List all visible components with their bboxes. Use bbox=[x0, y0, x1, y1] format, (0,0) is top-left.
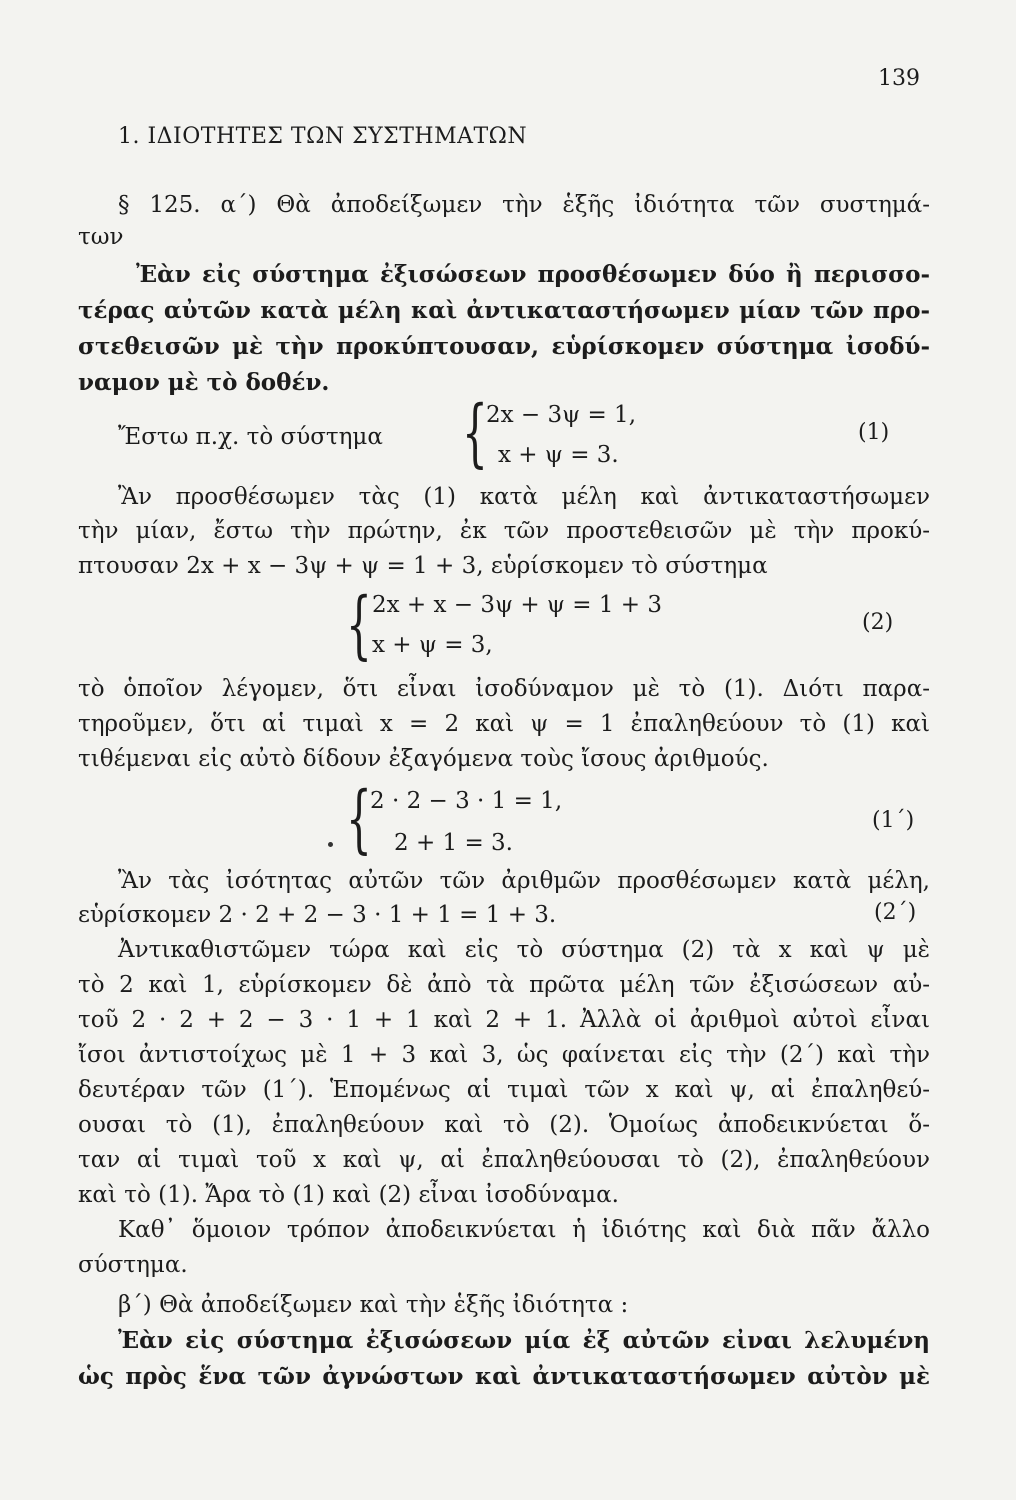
text-line: Ἂν τὰς ἰσότητας αὐτῶν τῶν ἀριθμῶν προσθέσωμεν κατὰ μέλη, bbox=[118, 868, 930, 894]
equation-number: (2) bbox=[862, 610, 894, 635]
text-line: Ἀντικαθιστῶμεν τώρα καὶ εἰς τὸ σύστημα (2) τὰ x καὶ ψ μὲ bbox=[118, 937, 930, 963]
text-line: τὸ ὁποῖον λέγομεν, ὅτι εἶναι ἰσοδύναμον μὲ τὸ (1). Διότι παρα- bbox=[78, 676, 930, 702]
ink-dot bbox=[328, 842, 333, 847]
text-line: Καθ᾽ ὅμοιον τρόπον ἀποδεικνύεται ἡ ἰδιότης καὶ διὰ πᾶν ἄλλο bbox=[118, 1217, 930, 1243]
text-line: τὸ 2 καὶ 1, εὑρίσκομεν δὲ ἀπὸ τὰ πρῶτα μέλη τῶν ἐξισώσεων αὐ- bbox=[78, 972, 930, 998]
text-line: τοῦ 2 · 2 + 2 − 3 · 1 + 1 καὶ 2 + 1. Ἀλλὰ οἱ ἀριθμοὶ αὐτοὶ εἶναι bbox=[78, 1007, 930, 1033]
equation: x + ψ = 3. bbox=[498, 442, 619, 468]
text-line: των bbox=[78, 224, 124, 250]
equation-number: (2΄) bbox=[874, 900, 917, 925]
theorem-line: τέρας αὐτῶν κατὰ μέλη καὶ ἀντικαταστήσωμεν μίαν τῶν προ- bbox=[78, 297, 930, 324]
theorem-line: Ἐὰν εἰς σύστημα ἐξισώσεων προσθέσωμεν δύο ἢ περισσο- bbox=[136, 261, 930, 288]
text-line: ουσαι τὸ (1), ἐπαληθεύουν καὶ τὸ (2). Ὁμοίως ἀποδεικνύεται ὅ- bbox=[78, 1112, 930, 1138]
text-line: εὑρίσκομεν 2 · 2 + 2 − 3 · 1 + 1 = 1 + 3. bbox=[78, 902, 557, 928]
text-line: § 125. α΄) Θὰ ἀποδείξωμεν τὴν ἑξῆς ἰδιότητα τῶν συστημά- bbox=[118, 192, 930, 218]
text-line: Ἔστω π.χ. τὸ σύστημα bbox=[118, 424, 383, 450]
text-line: τηροῦμεν, ὅτι αἱ τιμαὶ x = 2 καὶ ψ = 1 ἐπαληθεύουν τὸ (1) καὶ bbox=[78, 711, 930, 737]
section-heading: 1. ΙΔΙΟΤΗΤΕΣ ΤΩΝ ΣΥΣΤΗΜΑΤΩΝ bbox=[118, 124, 528, 149]
left-brace: { bbox=[346, 776, 372, 862]
equation: 2 · 2 − 3 · 1 = 1, bbox=[370, 788, 563, 814]
theorem-line: Ἐὰν εἰς σύστημα ἐξισώσεων μία ἐξ αὐτῶν εἰναι λελυμένη bbox=[118, 1327, 930, 1354]
theorem-line: στεθεισῶν μὲ τὴν προκύπτουσαν, εὑρίσκομεν σύστημα ἰσοδύ- bbox=[78, 333, 930, 360]
text-line: τιθέμεναι εἰς αὐτὸ δίδουν ἐξαγόμενα τοὺς ἴσους ἀριθμούς. bbox=[78, 746, 769, 772]
text-line: δευτέραν τῶν (1΄). Ἑπομένως αἱ τιμαὶ τῶν x καὶ ψ, αἱ ἐπαληθεύ- bbox=[78, 1077, 930, 1103]
text-line: Ἂν προσθέσωμεν τὰς (1) κατὰ μέλη καὶ ἀντικαταστήσωμεν bbox=[118, 484, 930, 510]
text-line: καὶ τὸ (1). Ἄρα τὸ (1) καὶ (2) εἶναι ἰσοδύναμα. bbox=[78, 1182, 619, 1208]
equation: 2x − 3ψ = 1, bbox=[486, 402, 637, 428]
text-line: ἴσοι ἀντιστοίχως μὲ 1 + 3 καὶ 3, ὡς φαίνεται εἰς τὴν (2΄) καὶ τὴν bbox=[78, 1042, 930, 1068]
equation-number: (1) bbox=[858, 420, 890, 445]
text-line: ταν αἱ τιμαὶ τοῦ x καὶ ψ, αἱ ἐπαληθεύουσαι τὸ (2), ἐπαληθεύουν bbox=[78, 1147, 930, 1173]
page-number: 139 bbox=[878, 66, 920, 91]
equation: x + ψ = 3, bbox=[372, 632, 493, 658]
equation: 2x + x − 3ψ + ψ = 1 + 3 bbox=[372, 592, 663, 618]
text-line: β΄) Θὰ ἀποδείξωμεν καὶ τὴν ἑξῆς ἰδιότητα : bbox=[118, 1292, 629, 1318]
text-line: πτουσαν 2x + x − 3ψ + ψ = 1 + 3, εὑρίσκομεν τὸ σύστημα bbox=[78, 553, 768, 579]
text-line: τὴν μίαν, ἔστω τὴν πρώτην, ἐκ τῶν προστεθεισῶν μὲ τὴν προκύ- bbox=[78, 518, 930, 544]
theorem-line: ναμον μὲ τὸ δοθέν. bbox=[78, 369, 330, 396]
left-brace: { bbox=[346, 582, 372, 668]
theorem-line: ὡς πρὸς ἕνα τῶν ἀγνώστων καὶ ἀντικαταστήσωμεν αὐτὸν μὲ bbox=[78, 1363, 930, 1390]
text-line: σύστημα. bbox=[78, 1252, 188, 1278]
left-brace: { bbox=[462, 390, 488, 476]
equation: 2 + 1 = 3. bbox=[394, 830, 513, 856]
equation-number: (1΄) bbox=[872, 808, 915, 833]
